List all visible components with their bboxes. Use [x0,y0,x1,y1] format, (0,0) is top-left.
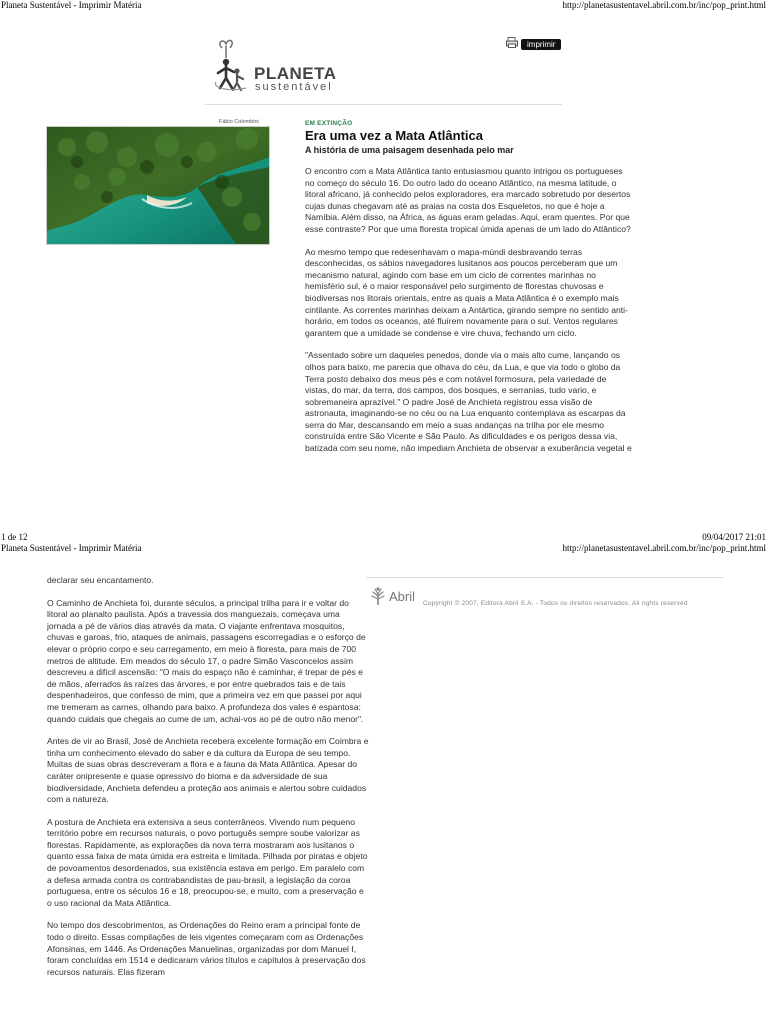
print-timestamp: 09/04/2017 21:01 [702,532,766,542]
article-subtitle: A história de uma paisagem desenhada pelo mar [305,145,514,155]
page-counter: 1 de 12 [1,532,28,542]
article-kicker: EM EXTINÇÃO [305,120,353,127]
paragraph: O encontro com a Mata Atlântica tanto entusiasmou quanto intrigou os portugueses no começo do século 16. Do outro lado do oceano Atlântico, na mesma latitude, o litoral africano, já conhecido pelos exploradores, era marcado sobretudo por desertos cujas dunas chegavam até as praias na costa dos Esqueletos, no que é hoje a Namíbia. Além disso, na África, as águas eram geladas. Aqui, eram quentes. Por que esse contraste? Por que uma floresta tropical úmida apenas de um lado do Atlântico? [305,166,631,234]
coastline-photo [47,127,269,244]
printer-icon [506,35,518,53]
abril-tree-icon [369,586,387,606]
abril-logo [369,586,415,606]
copyright-notice: Copyright © 2007, Editora Abril S.A. - Todos os direitos reservados. All rights reserved [423,600,688,607]
paragraph: O Caminho de Anchieta foi, durante séculos, a principal trilha para ir e voltar do litoral ao planalto paulista. Após a travessia dos manguezais, começava uma jornada a pé de vários dias através da mata. O viajante enfrentava mosquitos, chuvas e garoas, frio, ataques de animais, passagens escorregadias e o esforço de elevar o próprio corpo e seu carregamento, em meio à floresta, para mais de 700 metros de altitude. Em meados do século 17, o padre Simão Vasconcelos assim descreveu a difícil ascensão: "O mais do espaço não é caminhar, é trepar de pés e de mãos, aferrados às raízes das árvores, e por entre quebrados tais e de tais despenhadeiros, que confesso de mim, que a primeira vez em que passei por aqui me tremeram as carnes, olhando para baixo. A profundeza dos vales é espantosa: quando cuidais que chegais ao cume de um, achai-vos ao pé de outro não menor". [47,597,366,724]
planeta-sustentavel-logo [210,38,340,94]
logo-tree-figure-icon [210,38,252,92]
article-body-page2 [47,575,369,978]
article-photo [46,126,270,245]
paragraph: A postura de Anchieta era extensiva a seus conterrâneos. Vivendo num pequeno território pobre em recursos naturais, o povo português sempre soube valorizar as florestas. Rapidamente, as explorações da nova terra mostraram aos lusitanos o quanto essa faixa de mata úmida era estreita e limitada. Pilhada por piratas e objeto de povoamentos desordenados, sua existência estava em perigo. Em paralelo com a defesa armada contra os contrabandistas de pau-brasil, a legislação da coroa portuguesa, entre os séculos 16 e 18, preocupou-se, e muito, com a preservação e o uso racional da Mata Atlântica. [47,816,368,908]
paragraph: No tempo dos descobrimentos, as Ordenações do Reino eram a principal fonte de todo o direito. Essas compilações de leis vigentes começaram com as Ordenações Afonsinas, em 1446. As Ordenações Manuelinas, organizadas por dom Manuel I, foram concluídas em 1514 e dedicaram vários títulos e capítulos à preservação dos recursos naturais. Elas fizeram [47,920,366,977]
browser-header-title: Planeta Sustentável - Imprimir Matéria [1,0,142,10]
print-control[interactable] [506,35,561,53]
browser-header-title-page2: Planeta Sustentável - Imprimir Matéria [1,543,142,553]
footer-divider [366,577,724,578]
browser-header-url-page2: http://planetasustentavel.abril.com.br/inc/pop_print.html [562,543,766,553]
article-title: Era uma vez a Mata Atlântica [305,128,483,143]
paragraph: declarar seu encantamento. [47,575,154,585]
browser-header-url: http://planetasustentavel.abril.com.br/inc/pop_print.html [562,0,766,10]
logo-subword: sustentável [255,81,333,93]
photo-credit: Fábio Colombini [219,119,259,125]
paragraph: Ao mesmo tempo que redesenhavam o mapa-múndi desbravando terras desconhecidas, os sábios navegadores lusitanos aos poucos perceberam que um mecanismo natural, agindo com base em um ciclo de correntes marinhas no hemisfério sul, é o maior responsável pelo surgimento de florestas chuvosas e biodiversas nos litorais orientais, entre as quais a Mata Atlântica é o exemplo mais cintilante. As correntes marinhas deixam a Antártica, girando sempre no sentido anti-horário, em todos os oceanos, até fluírem novamente para o sul. Ventos regulares garantem que a umidade se condense e vire chuva, fechando um ciclo. [305,246,628,338]
paragraph: "Assentado sobre um daqueles penedos, donde via o mais alto cume, lançando os olhos para baixo, me parecia que olhava do céu, da Lua, e que via todo o globo da Terra posto debaixo dos meus pés e com notável formosura, pela variedade de vistas, do mar, da terra, dos campos, dos bosques, e serranias, tudo vario, e sobremaneira aprazível." O padre José de Anchieta registrou essa visão de astronauta, imaginando-se no céu ou na Lua enquanto contemplava as escarpas da serra do Mar, descansando em meio a suas andanças na trilha por ele mesmo construída entre São Vicente e São Paulo. As dificuldades e os perigos dessa via, batizada com seu nome, não impediam Anchieta de observar a exuberância vegetal e [305,350,632,454]
abril-wordmark: Abril [389,588,416,604]
paragraph: Antes de vir ao Brasil, José de Anchieta recebera excelente formação em Coimbra e tinha um conhecimento elevado do saber e da cultura da Europa de seu tempo. Muitas de suas obras descreveram a flora e a fauna da Mata Atlântica. Apesar do caráter onipresente e quase opressivo do bioma e da adversidade de sua biodiversidade, Anchieta defendeu a proteção aos animais e alertou sobre cuidados com a natureza. [47,736,369,805]
print-button[interactable]: imprimir [521,39,561,50]
article-body-page1 [305,166,632,455]
logo-word: PLANETA [254,64,337,83]
header-divider [205,104,562,105]
